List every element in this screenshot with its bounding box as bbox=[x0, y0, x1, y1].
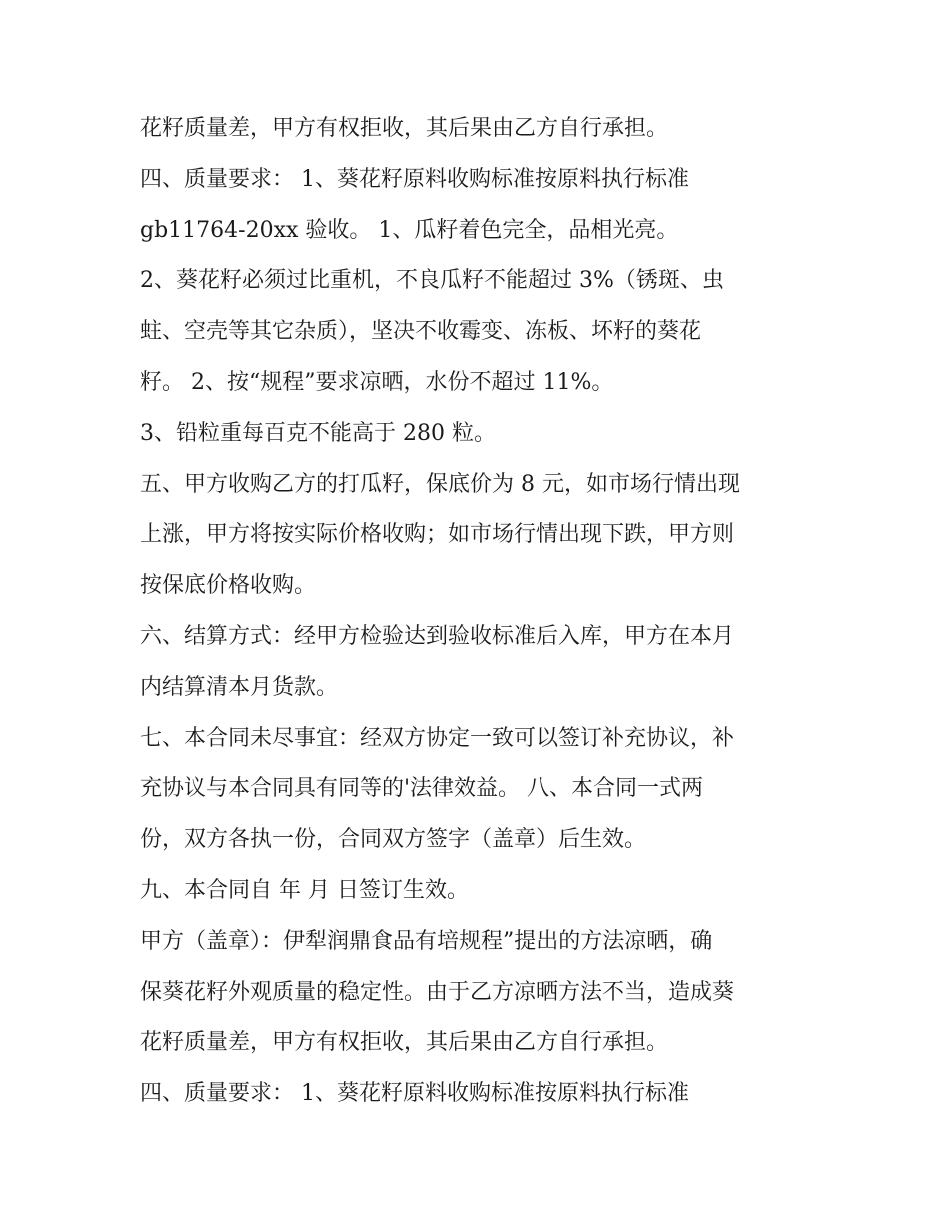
text-line: 2、葵花籽必须过比重机，不良瓜籽不能超过 3%（锈斑、虫 bbox=[140, 268, 724, 294]
text-line: 上涨，甲方将按实际价格收购；如市场行情出现下跌，甲方则 bbox=[140, 522, 735, 548]
text-line: 充协议与本合同具有同等的'法律效益。 八、本合同一式两 bbox=[140, 776, 704, 802]
text-line: 甲方（盖章）：伊犁润鼎食品有培规程”提出的方法凉晒，确 bbox=[140, 928, 713, 954]
text-line: 四、质量要求： 1、葵花籽原料收购标准按原料执行标准 bbox=[140, 1081, 689, 1107]
text-line: 六、结算方式：经甲方检验达到验收标准后入库，甲方在本月 bbox=[140, 623, 735, 649]
contract-text bbox=[140, 104, 820, 1120]
text-line: 四、质量要求： 1、葵花籽原料收购标准按原料执行标准 bbox=[140, 166, 689, 192]
text-line: 花籽质量差，甲方有权拒收，其后果由乙方自行承担。 bbox=[140, 1030, 669, 1056]
text-line: 内结算清本月货款。 bbox=[140, 674, 339, 700]
text-line: 九、本合同自 年 月 日签订生效。 bbox=[140, 877, 469, 903]
text-line: 花籽质量差，甲方有权拒收，其后果由乙方自行承担。 bbox=[140, 116, 669, 141]
text-line: gb11764-20xx 验收。 1、瓜籽着色完全，品相光亮。 bbox=[140, 217, 679, 243]
text-line: 七、本合同未尽事宜：经双方协定一致可以签订补充协议，补 bbox=[140, 725, 735, 751]
text-line: 蛀、空壳等其它杂质），坚决不收霉变、冻板、坏籽的葵花 bbox=[140, 319, 702, 345]
text-line: 五、甲方收购乙方的打瓜籽，保底价为 8 元，如市场行情出现 bbox=[140, 471, 740, 497]
text-line: 3、铅粒重每百克不能高于 280 粒。 bbox=[140, 420, 496, 446]
text-line: 保葵花籽外观质量的稳定性。由于乙方凉晒方法不当，造成葵 bbox=[140, 979, 735, 1005]
text-line: 按保底价格收购。 bbox=[140, 573, 317, 599]
text-line: 份，双方各执一份，合同双方签字（盖章）后生效。 bbox=[140, 827, 647, 853]
text-line: 籽。 2、按“规程”要求凉晒，水份不超过 11%。 bbox=[140, 369, 614, 395]
